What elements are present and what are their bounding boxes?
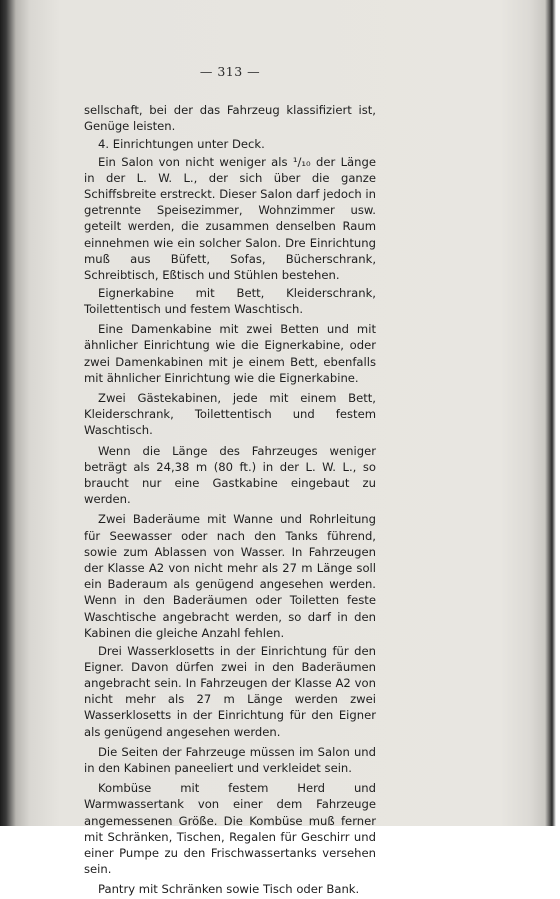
page-number: — 313 — — [199, 64, 261, 79]
paragraph: Zwei Gästekabinen, jede mit einem Bett, Kleiderschrank, Toilettentisch und festem Waschtisch. — [84, 390, 376, 438]
section-heading: 4. Einrichtungen unter Deck. — [98, 136, 265, 151]
paragraph: Wenn die Länge des Fahrzeuges weniger beträgt als 24,38 m (80 ft.) in der L. W. L., so braucht nur eine Gastkabine eingebaut zu werden. — [84, 443, 376, 507]
paragraph: Eignerkabine mit Bett, Kleiderschrank, Toilettentisch und festem Waschtisch. — [84, 285, 376, 316]
paragraph: Kombüse mit festem Herd und Warmwassertank von einer dem Fahrzeuge angemessenen Größe. Die Kombüse muß ferner mit Schränken, Tischen, Regalen für Geschirr und einer Pumpe zu den Frischwassertanks versehen sein. — [84, 781, 376, 877]
page-body — [84, 102, 376, 899]
paragraph: Pantry mit Schränken sowie Tisch oder Bank. — [98, 882, 360, 897]
paragraph: sellschaft, bei der das Fahrzeug klassifiziert ist, Genüge leisten. — [84, 103, 376, 134]
paragraph: Eine Damenkabine mit zwei Betten und mit ähnlicher Einrichtung wie die Eignerkabine, oder zwei Damenkabinen mit je einem Bett, ebenfalls mit ähnlicher Einrichtung wie die Eignerkabine. — [84, 322, 376, 385]
paragraph: Drei Wasserklosetts in der Einrichtung für den Eigner. Davon dürfen zwei in den Baderäumen angebracht sein. In Fahrzeugen der Klasse A2 von nicht mehr als 27 m Länge werden zwei Wasserklosetts in der Einrichtung für den Eigner als genügend angesehen werden. — [84, 643, 376, 739]
paragraph: Ein Salon von nicht weniger als ¹/₁₀ der Länge in der L. W. L., der sich über die ganze Schiffsbreite erstreckt. Dieser Salon darf jedoch in getrennte Speisezimmer, Wohnzimmer usw. geteilt werden, die zusammen denselben Raum einnehmen wie ein solcher Salon. Dre Einrichtung muß aus Büfett, Sofas, Bücherschrank, Schreibtisch, Eßtisch und Stühlen bestehen. — [84, 154, 376, 283]
paragraph: Die Seiten der Fahrzeuge müssen im Salon und in den Kabinen paneeliert und verkleidet sein. — [84, 744, 376, 775]
paragraph: Zwei Baderäume mit Wanne und Rohrleitung für Seewasser oder nach den Tanks führend, sowie zum Ablassen von Wasser. In Fahrzeugen der Klasse A2 von nicht mehr als 27 m Länge soll ein Baderaum als genügend angesehen werden. Wenn in den Baderäumen oder Toiletten feste Waschtische angebracht werden, so darf in den Kabinen die gleiche Anzahl fehlen. — [84, 512, 376, 640]
